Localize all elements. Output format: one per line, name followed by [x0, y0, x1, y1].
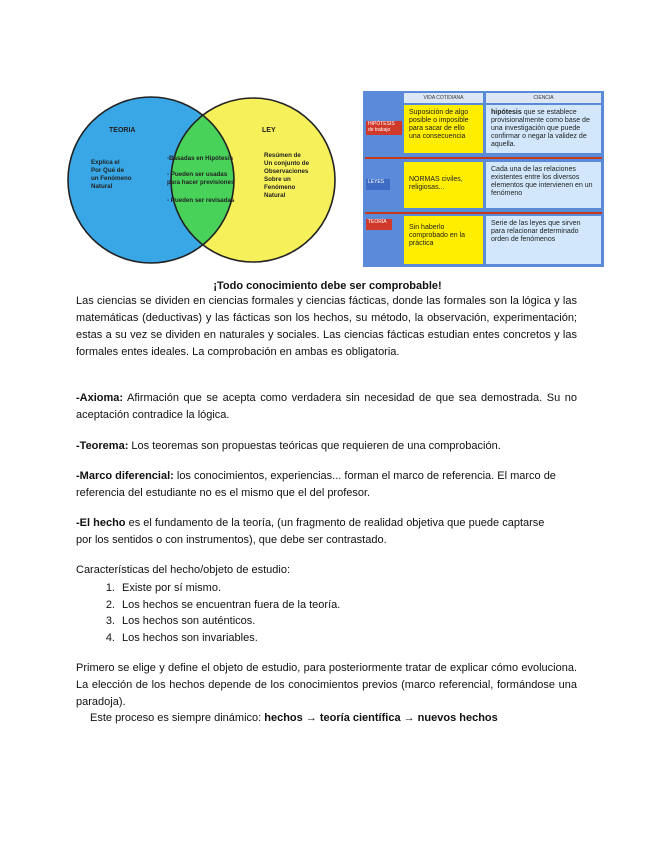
characteristics-list [76, 580, 340, 646]
venn-center-line: -Basadas en Hipótesis [167, 155, 234, 162]
hecho-paragraph [76, 515, 546, 549]
venn-right-line: Natural [264, 192, 286, 199]
table-header-science: CIENCIA [486, 93, 601, 103]
venn-right-line: Resúmen de [264, 152, 301, 159]
intro-paragraph: Las ciencias se dividen en ciencias formales y ciencias fácticas, donde las formales son la lógica y las matemáticas (deductivas) y las fácticas son los hechos, su método, la observación, experimentación; estas a su vez se dividen en naturales y sociales. Las ciencias fácticas estudian entes concretos y las formales entes ideales. La comprobación en ambas es obligatoria. [76, 295, 577, 358]
table-header-daily: VIDA COTIDIANA [404, 93, 483, 103]
venn-left-line: Natural [91, 183, 113, 190]
venn-right-title: LEY [262, 127, 276, 134]
venn-center-line: para hacer previsiones [167, 179, 235, 186]
process-prefix: Este proceso es siempre dinámico: [90, 712, 265, 724]
venn-left-line: un Fenómeno [91, 175, 132, 182]
teorema-paragraph [76, 438, 501, 455]
process-flow: hechos → teoría científica → nuevos hechos [264, 712, 498, 724]
venn-center-line: - Pueden ser usadas [167, 171, 228, 178]
row-label-teoria: TEORÍA [366, 219, 392, 230]
science-text: que se establece provisionalmente como base de una investigación que puede confirmar o negar la validez de aquella. [491, 109, 590, 148]
page-heading: ¡Todo conocimiento debe ser comprobable! [213, 280, 442, 292]
hecho-text: es el fundamento de la teoría, (un fragmento de realidad objetiva que puede captarse por los sentidos o con instrumentos), que debe ser contrastado. [76, 517, 545, 546]
row-divider [365, 212, 602, 214]
characteristics-title: Características del hecho/objeto de estudio: [76, 564, 291, 576]
venn-center-line: - Pueden ser revisadas [167, 197, 235, 204]
axioma-paragraph [76, 390, 577, 424]
marco-text: los conocimientos, experiencias... forman el marco de referencia. El marco de referencia del estudiante no es el mismo que el del profesor. [76, 470, 556, 499]
science-teoria: Serie de las leyes que sirven para relacionar determinado orden de fenómenos [486, 216, 601, 264]
list-item: 3. Los hechos son auténticos. [105, 615, 256, 627]
process-line [90, 710, 498, 727]
venn-left-line: Explica el [91, 159, 120, 166]
venn-diagram [63, 90, 348, 268]
daily-leyes: NORMAS civiles, religiosas... [404, 162, 483, 208]
row-divider [365, 157, 602, 159]
marco-paragraph [76, 468, 577, 502]
venn-right-line: Un conjunto de [264, 160, 310, 167]
comparison-table [363, 91, 604, 267]
science-hipotesis [486, 105, 601, 153]
teorema-term: -Teorema: [76, 440, 129, 452]
list-item: 1. Existe por sí mismo. [105, 582, 222, 594]
axioma-term: -Axioma: [76, 392, 124, 404]
hecho-term: -El hecho [76, 517, 126, 529]
row-label-leyes: LEYES [366, 179, 390, 190]
row-label-hipotesis: HIPÓTESIS de trabajo [366, 121, 402, 135]
list-item: 4. Los hechos son invariables. [105, 631, 258, 644]
venn-right-line: Observaciones [264, 168, 309, 175]
daily-hipotesis: Suposición de algo posible o imposible para sacar de ello una consecuencia [404, 105, 483, 153]
venn-left-title: TEORIA [109, 127, 136, 134]
science-leyes: Cada una de las relaciones existentes entre los diversos elementos que intervienen en un fenómeno [486, 162, 601, 208]
venn-left-line: Por Qué de [91, 167, 125, 174]
axioma-text: Afirmación que se acepta como verdadera sin necesidad de que sea demostrada. Su no aceptación contradice la lógica. [76, 392, 577, 421]
list-item: 2. Los hechos se encuentran fuera de la teoría. [105, 598, 341, 611]
science-term: hipótesis [491, 109, 522, 116]
venn-right-line: Sobre un [264, 176, 291, 183]
marco-term: -Marco diferencial: [76, 470, 174, 482]
venn-right-line: Fenómeno [264, 184, 296, 191]
daily-teoria: Sin haberlo comprobado en la práctica [404, 216, 483, 264]
teorema-text: Los teoremas son propuestas teóricas que requieren de una comprobación. [128, 440, 501, 452]
closing-paragraph: Primero se elige y define el objeto de estudio, para posteriormente tratar de explicar cómo evoluciona. La elección de los hechos depende de los conocimientos previos (marco referencial, formándose una paradoja). [76, 662, 577, 708]
